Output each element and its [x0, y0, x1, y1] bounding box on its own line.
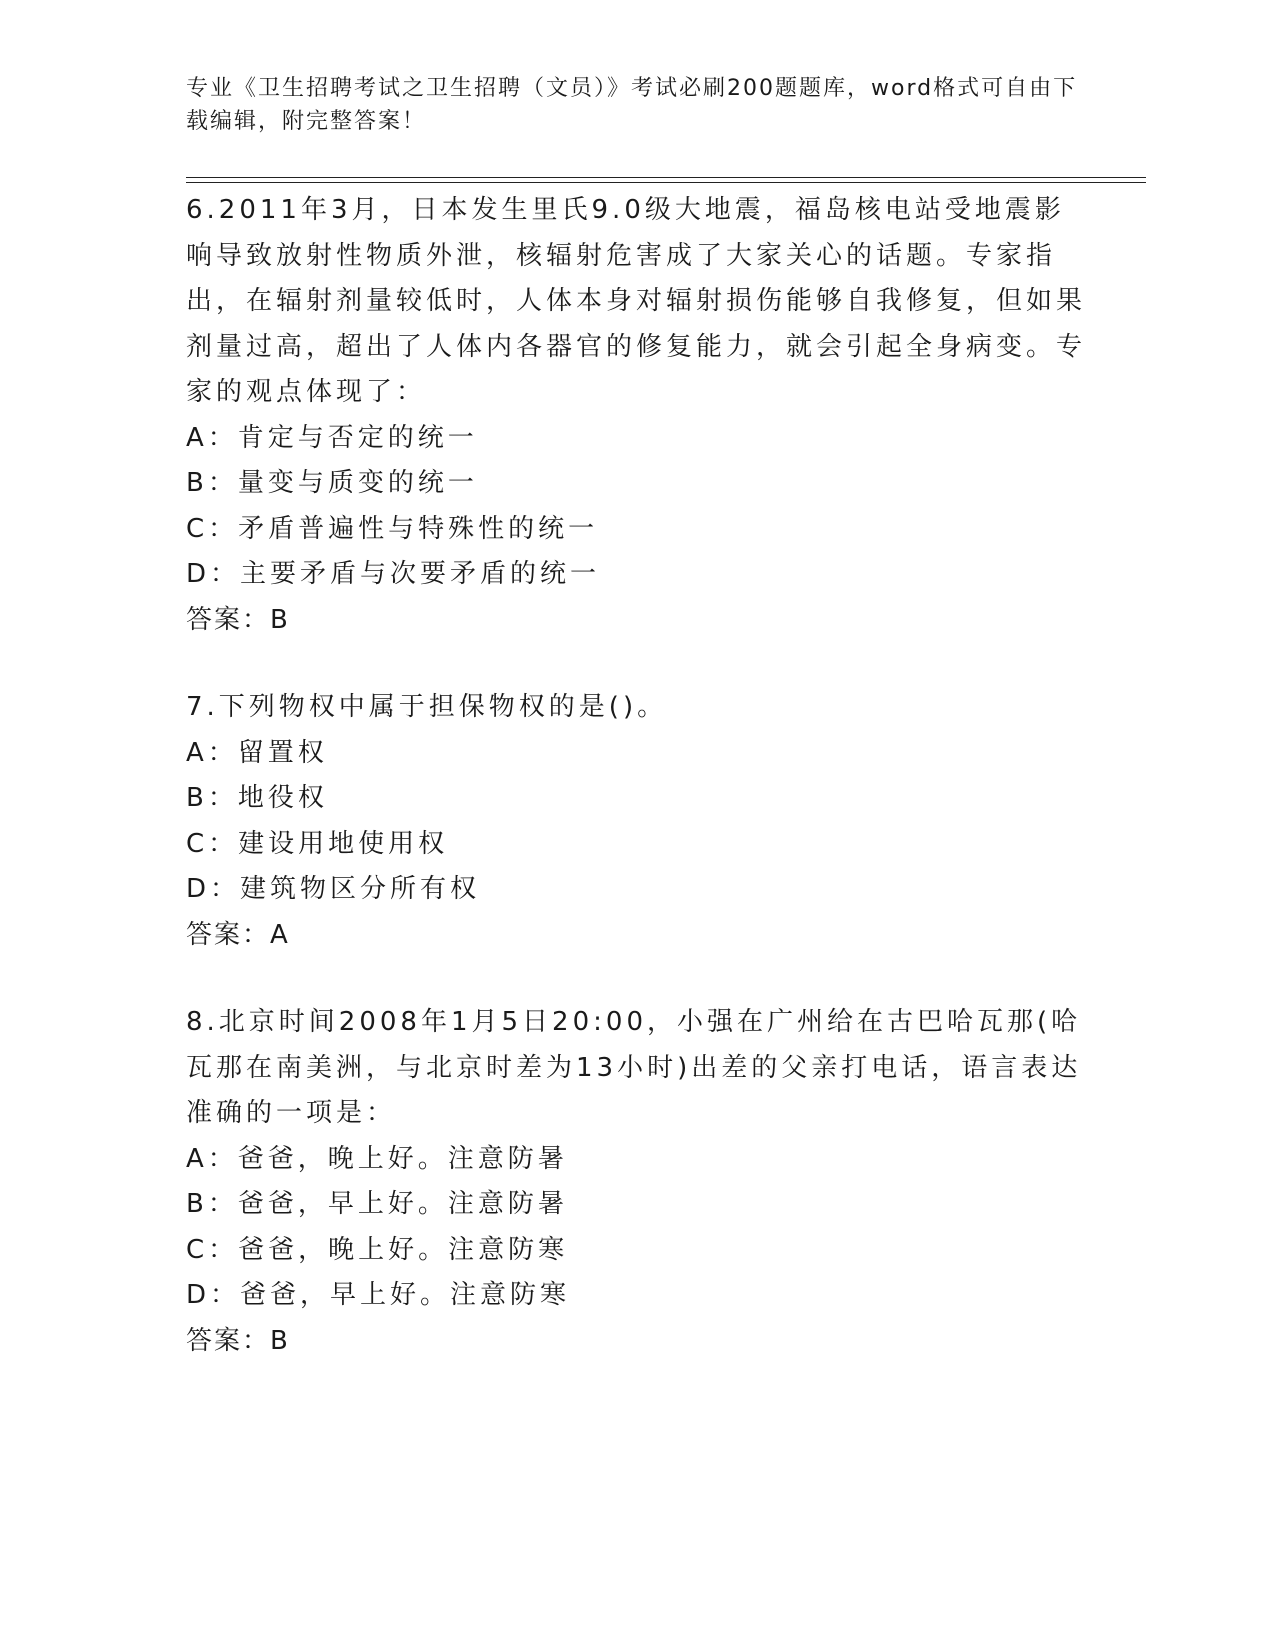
option-b: B：地役权 — [186, 783, 328, 813]
answer-line: 答案：B — [186, 604, 290, 635]
question-8 — [186, 1000, 1086, 1364]
header-divider-top — [186, 177, 1146, 178]
answer-line: 答案：B — [186, 1325, 290, 1356]
document-header: 专业《卫生招聘考试之卫生招聘（文员）》考试必刷200题题库，word格式可自由下载编辑，附完整答案！ — [186, 76, 1078, 134]
option-a: A：爸爸，晚上好。注意防暑 — [186, 1143, 568, 1174]
question-7 — [186, 685, 1086, 958]
option-c: C：建设用地使用权 — [186, 828, 449, 859]
option-d: D：建筑物区分所有权 — [186, 874, 481, 904]
option-d: D：主要矛盾与次要矛盾的统一 — [186, 559, 601, 589]
option-c: C：爸爸，晚上好。注意防寒 — [186, 1234, 569, 1265]
option-d: D：爸爸，早上好。注意防寒 — [186, 1280, 571, 1310]
question-stem: 8.北京时间2008年1月5日20:00，小强在广州给在古巴哈瓦那(哈瓦那在南美洲，与北京时差为13小时)出差的父亲打电话，语言表达准确的一项是： — [186, 1007, 1082, 1128]
option-a: A：肯定与否定的统一 — [186, 422, 478, 453]
option-b: B：量变与质变的统一 — [186, 468, 478, 498]
header-divider-bottom — [186, 182, 1146, 183]
option-c: C：矛盾普遍性与特殊性的统一 — [186, 513, 599, 544]
option-b: B：爸爸，早上好。注意防暑 — [186, 1189, 568, 1219]
question-stem: 7.下列物权中属于担保物权的是()。 — [186, 692, 668, 722]
option-a: A：留置权 — [186, 737, 328, 768]
question-6 — [186, 188, 1086, 643]
question-list — [186, 188, 1086, 1406]
answer-line: 答案：A — [186, 919, 290, 950]
question-stem: 6.2011年3月，日本发生里氏9.0级大地震，福岛核电站受地震影响导致放射性物质外泄，核辐射危害成了大家关心的话题。专家指出，在辐射剂量较低时，人体本身对辐射损伤能够自我修复，但如果剂量过高，超出了人体内各器官的修复能力，就会引起全身病变。专家的观点体现了： — [186, 195, 1087, 407]
